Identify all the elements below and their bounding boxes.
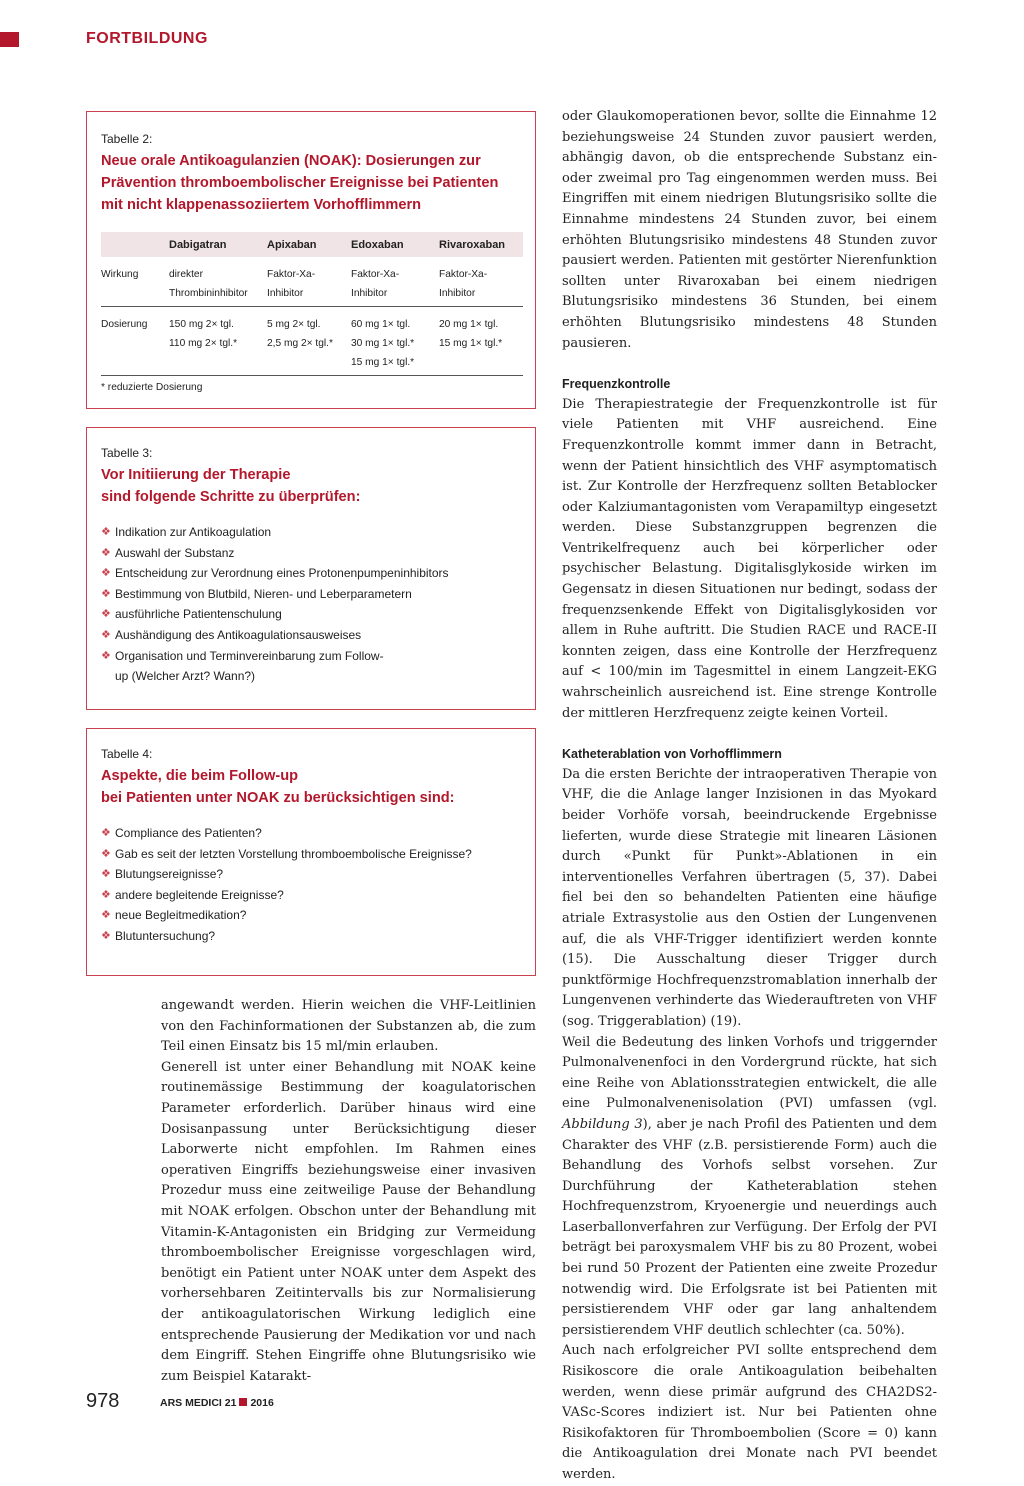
diamond-bullet-icon: ❖ bbox=[101, 827, 111, 839]
table-2-caption: Tabelle 2: bbox=[101, 132, 153, 146]
figure-reference: Abbildung 3 bbox=[562, 1116, 643, 1132]
left-text-column bbox=[161, 996, 536, 1387]
table-cell: Faktor-Xa- Inhibitor bbox=[267, 257, 351, 307]
list-item: ❖ Compliance des Patienten? bbox=[101, 823, 521, 844]
diamond-bullet-icon: ❖ bbox=[101, 587, 111, 600]
table-4-caption: Tabelle 4: bbox=[101, 747, 153, 761]
list-item: ❖ andere begleitende Ereignisse? bbox=[101, 885, 521, 906]
table-4-title: Aspekte, die beim Follow-up bei Patienten unter NOAK zu berücksichtigen sind: bbox=[101, 768, 455, 806]
column-header: Dabigatran bbox=[169, 232, 267, 257]
list-item: ❖ Blutuntersuchung? bbox=[101, 926, 521, 947]
page-number: 978 bbox=[86, 1390, 120, 1412]
list-item: ❖ neue Begleitmedikation? bbox=[101, 905, 521, 926]
paragraph: Generell ist unter einer Behandlung mit NOAK keine routinemässige Bestimmung der koagulatorischen Parameter erforderlich. Darüber hinaus wird eine Dosisanpassung unter Berücksichtigung dieser Laborwerte nicht empfohlen. Im Rahmen eines operativen Eingriffs beziehungsweise einer invasiven Prozedur muss eine zeitweilige Pause der Behandlung mit NOAK erfolgen. Obschon unter der Behandlung mit Vitamin-K-Antagonisten ein Bridging zur Vermeidung thromboembolischer Ereignisse vorgeschlagen wird, benötigt ein Patient unter NOAK unter dem Aspekt des vorhersehbaren Zeitintervalls bis zur Normalisierung der antikoagulatorischen Wirkung lediglich eine entsprechende Pausierung der Medikation vor und nach dem Eingriff. Stehen Eingriffe ohne Blutungsrisiko wie zum Beispiel Katarakt- bbox=[161, 1059, 536, 1384]
table-cell: direkter Thrombininhibitor bbox=[169, 257, 267, 307]
row-label: Dosierung bbox=[101, 307, 169, 376]
list-item: ❖ Auswahl der Substanz bbox=[101, 543, 521, 564]
paragraph: Da die ersten Berichte der intraoperativen Therapie von VHF, die die Anlage langer Inzisionen in das Myokard beider Vorhöfe vorsah, beeindruckende Ergebnisse lieferten, wurde diese Strategie mit linearen Läsionen durch «Punkt für Punkt»-Ablationen in ein interventionelles Verfahren übertragen (5, 37). Dabei fiel bei den so behandelten Patienten eine häufige atriale Extrasystolie aus den Ostien der Lungenvenen auf, die als VHF-Trigger identifiziert werden konnte (15). Die Ausschaltung dieser Trigger durch punktförmige Hochfrequenzstromablation innerhalb der Lungenvenen verhinderte das Wiederauftreten von VHF (sog. Triggerablation) (19). bbox=[562, 766, 937, 1029]
diamond-bullet-icon: ❖ bbox=[101, 567, 111, 580]
right-text-column bbox=[562, 107, 937, 1486]
list-item: ❖ Indikation zur Antikoagulation bbox=[101, 522, 521, 543]
table-cell: Faktor-Xa- Inhibitor bbox=[351, 257, 439, 307]
follow-up-list bbox=[101, 823, 521, 947]
table-3-title: Vor Initiierung der Therapie sind folgende Schritte zu überprüfen: bbox=[101, 467, 361, 505]
table-4-box bbox=[86, 728, 536, 976]
table-3-box bbox=[86, 427, 536, 710]
paragraph: Weil die Bedeutung des linken Vorhofs und triggernder Pulmonalvenenfoci in den Vordergrund rückte, hat sich eine Reihe von Ablationsstrategien entwickelt, die alle eine Pulmonalvenenisolation (PVI) umfassen (vgl. Abbildung 3), aber je nach Profil des Patienten und dem Charakter des VHF (z.B. persistierende Form) auch die Behandlung des Vorhofs selbst vorsehen. Zur Durchführung der Katheterablation stehen Hochfrequenzstrom, Kryoenergie und neuerdings auch Laserballonverfahren zur Verfügung. Der Erfolg der PVI beträgt bei paroxysmalem VHF bis zu 80 Prozent, wobei bei rund 50 Prozent der Patienten eine zweite Prozedur notwendig wird. Die Erfolgsrate ist bei Patienten mit persistierendem VHF oder gar lang anhaltendem persistierendem VHF deutlich schlechter (ca. 50%). bbox=[562, 1034, 938, 1338]
journal-year: 2016 bbox=[250, 1397, 274, 1409]
table-cell: 20 mg 1× tgl. 15 mg 1× tgl.* bbox=[439, 307, 523, 376]
paragraph: Die Therapiestrategie der Frequenzkontrolle ist für viele Patienten mit VHF ausreichend. Eine Frequenzkontrolle kommt immer dann in Betracht, wenn der Patient hinsichtlich des VHF asymptomatisch ist. Zur Kontrolle der Herzfrequenz sollten Betablocker oder Kalziumantagonisten vom Verapamiltyp eingesetzt werden. Diese Substanzgruppen begrenzen die Ventrikelfrequenz auch bei körperlicher oder psychischer Belastung. Digitalisglykoside wirken im Gegensatz in diesen Situationen nur bedingt, sodass der frequenzsenkende Effekt von Digitalisglykosiden vor allem in Ruhe auftritt. Die Studien RACE und RACE-II konnten zeigen, dass eine Kontrolle der Herzfrequenz auf < 100/min im Tagesmittel in einem Langzeit-EKG wahrscheinlich ausreichend ist. Eine strenge Kontrolle der mittleren Herzfrequenz zeigte keinen Vorteil. bbox=[562, 396, 937, 721]
dosage-table bbox=[101, 232, 523, 376]
list-item: ❖ Entscheidung zur Verordnung eines Protonenpumpeninhibitors bbox=[101, 563, 521, 584]
table-cell: 5 mg 2× tgl. 2,5 mg 2× tgl.* bbox=[267, 307, 351, 376]
section-title: FORTBILDUNG bbox=[86, 30, 208, 47]
journal-info bbox=[160, 1397, 274, 1409]
list-item: ❖ ausführliche Patientenschulung bbox=[101, 604, 521, 625]
column-header: Apixaban bbox=[267, 232, 351, 257]
paragraph: Auch nach erfolgreicher PVI sollte entsprechend dem Risikoscore die orale Antikoagulation beibehalten werden, wenn diese primär aufgrund des CHA2DS2-VASc-Scores indiziert ist. Nur bei Patienten ohne Risikofaktoren für Thromboembolien (Score = 0) kann die Antikoagulation drei Monate nach PVI beendet werden. bbox=[562, 1343, 937, 1482]
table-3-caption: Tabelle 3: bbox=[101, 446, 153, 460]
column-header bbox=[101, 232, 169, 257]
paragraph: oder Glaukomoperationen bevor, sollte die Einnahme 12 beziehungsweise 24 Stunden zuvor pausiert werden, abhängig davon, ob die entsprechende Substanz ein- oder zweimal pro Tag eingenommen werden muss. Bei Eingriffen mit einem niedrigen Blutungsrisiko sollte die Einnahme mindestens 24 Stunden zuvor, bei einem erhöhten Blutungsrisiko mindestens 48 Stunden zuvor pausiert werden. Patienten mit gestörter Nierenfunktion sollten unter Rivaroxaban bei einem niedrigen Blutungsrisiko mindestens 36 Stunden, bei einem erhöhten Blutungsrisiko mindestens 48 Stunden pausieren. bbox=[562, 109, 937, 351]
table-header-row bbox=[101, 232, 523, 257]
checklist bbox=[101, 522, 521, 687]
diamond-bullet-icon: ❖ bbox=[101, 888, 111, 901]
diamond-bullet-icon: ❖ bbox=[101, 546, 111, 559]
table-2-title: Neue orale Antikoagulanzien (NOAK): Dosierungen zur Prävention thromboembolischer Ereignisse bei Patienten mit nicht klappenassoziiertem Vorhofflimmern bbox=[101, 153, 499, 213]
diamond-bullet-icon: ❖ bbox=[101, 526, 111, 538]
list-item: ❖ Organisation und Terminvereinbarung zum Follow-up (Welcher Arzt? Wann?) bbox=[101, 646, 521, 687]
subheading-frequenzkontrolle: Frequenzkontrolle bbox=[562, 377, 671, 392]
list-item: ❖ Bestimmung von Blutbild, Nieren- und Leberparametern bbox=[101, 584, 521, 605]
paragraph: angewandt werden. Hierin weichen die VHF-Leitlinien von den Fachinformationen der Substanzen ab, die zum Teil einen Einsatz bis 15 ml/min erlauben. bbox=[161, 998, 536, 1055]
column-header: Rivaroxaban bbox=[439, 232, 523, 257]
diamond-bullet-icon: ❖ bbox=[101, 847, 111, 860]
list-item: ❖ Gab es seit der letzten Vorstellung thromboembolische Ereignisse? bbox=[101, 844, 521, 865]
table-row bbox=[101, 307, 523, 376]
section-marker bbox=[0, 32, 19, 47]
subheading-katheterablation: Katheterablation von Vorhofflimmern bbox=[562, 747, 782, 762]
table-cell: 60 mg 1× tgl. 30 mg 1× tgl.* 15 mg 1× tgl.* bbox=[351, 307, 439, 376]
table-row bbox=[101, 257, 523, 307]
column-header: Edoxaban bbox=[351, 232, 439, 257]
journal-name: ARS MEDICI 21 bbox=[160, 1397, 237, 1409]
diamond-bullet-icon: ❖ bbox=[101, 649, 111, 662]
list-item: ❖ Blutungsereignisse? bbox=[101, 864, 521, 885]
diamond-bullet-icon: ❖ bbox=[101, 909, 111, 922]
table-cell: Faktor-Xa- Inhibitor bbox=[439, 257, 523, 307]
diamond-bullet-icon: ❖ bbox=[101, 868, 111, 881]
diamond-bullet-icon: ❖ bbox=[101, 929, 111, 942]
table-footnote: * reduzierte Dosierung bbox=[101, 382, 203, 393]
row-label: Wirkung bbox=[101, 257, 169, 307]
diamond-bullet-icon: ❖ bbox=[101, 628, 111, 641]
table-cell: 150 mg 2× tgl. 110 mg 2× tgl.* bbox=[169, 307, 267, 376]
separator-square bbox=[239, 1398, 247, 1406]
list-item: ❖ Aushändigung des Antikoagulationsausweises bbox=[101, 625, 521, 646]
diamond-bullet-icon: ❖ bbox=[101, 608, 111, 621]
table-2-box bbox=[86, 111, 536, 409]
